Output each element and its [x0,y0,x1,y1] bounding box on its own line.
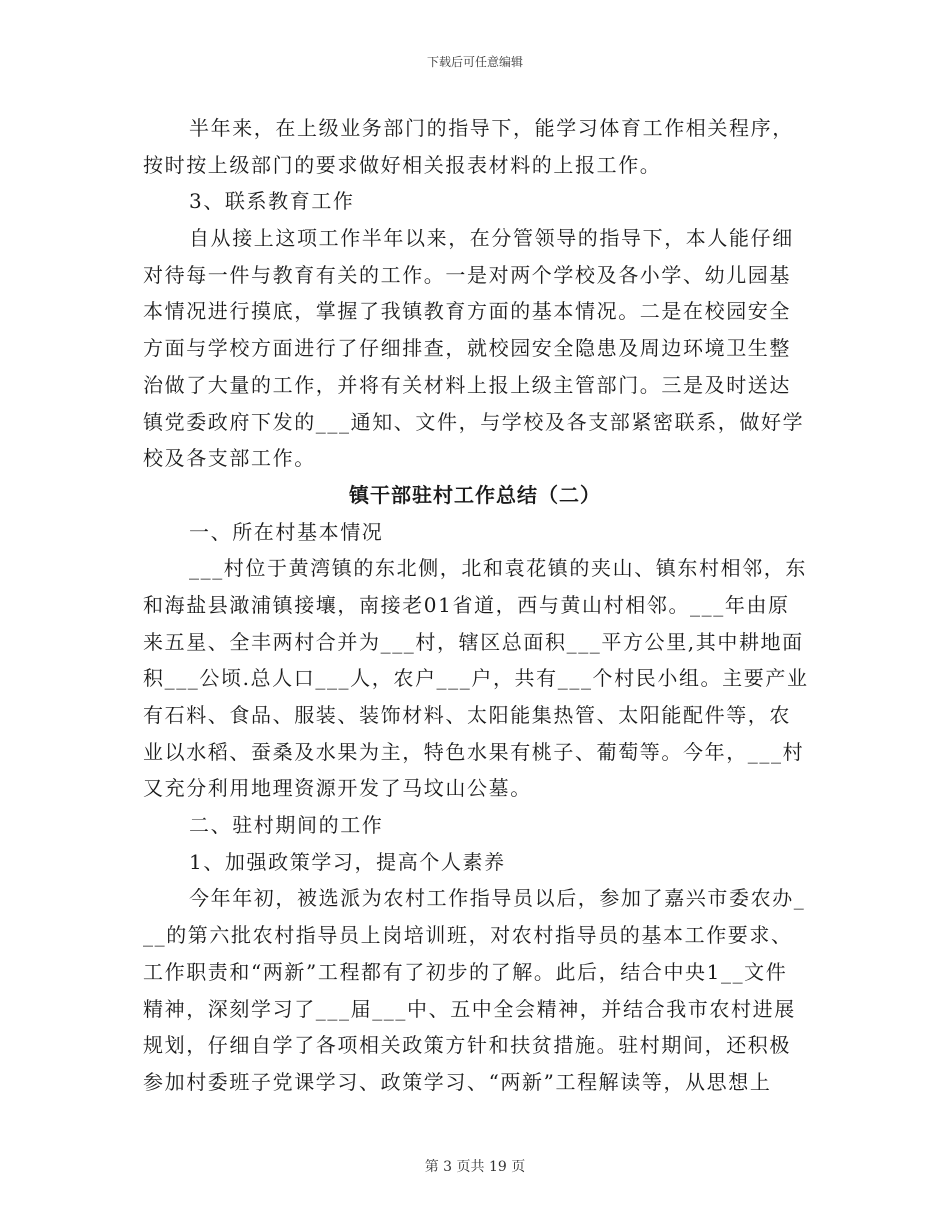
paragraph-line: 今年年初，被选派为农村工作指导员以后，参加了嘉兴市委农办_ [189,886,806,911]
section-heading: 1、加强政策学习，提高个人素养 [189,849,506,874]
page-header-note: 下载后可任意编辑 [426,55,523,69]
paragraph-line: 精神，深刻学习了___届___中、五中全会精神，并结合我市农村进展 [143,996,796,1021]
document-title: 镇干部驻村工作总结（二） [349,482,601,507]
paragraph-line: 来五星、全丰两村合并为___村，辖区总面积___平方公里,其中耕地面 [143,629,804,654]
paragraph-line: ___村位于黄湾镇的东北侧，北和袁花镇的夹山、镇东村相邻，东 [189,556,807,581]
page-number-footer: 第 3 页共 19 页 [424,1159,526,1175]
paragraph-line: 工作职责和“两新”工程都有了初步的了解。此后，结合中央1__文件 [143,959,788,984]
paragraph-line: 治做了大量的工作，并将有关材料上报上级主管部门。三是及时送达 [143,372,791,397]
paragraph-line: 方面与学校方面进行了仔细排查，就校园安全隐患及周边环境卫生整 [143,336,791,361]
paragraph-line: 按时按上级部门的要求做好相关报表材料的上报工作。 [143,152,662,177]
paragraph-line: 对待每一件与教育有关的工作。一是对两个学校及各小学、幼儿园基 [143,262,791,287]
paragraph-line: 本情况进行摸底，掌握了我镇教育方面的基本情况。二是在校园安全 [143,299,791,324]
paragraph-line: 校及各支部工作。 [143,446,316,471]
paragraph-line: 有石料、食品、服装、装饰材料、太阳能集热管、太阳能配件等，农 [143,703,791,727]
paragraph-line: 和海盐县澉浦镇接壤，南接老01省道，西与黄山村相邻。___年由原 [143,592,790,617]
paragraph-line: 业以水稻、蚕桑及水果为主，特色水果有桃子、葡萄等。今年，___村 [143,739,805,764]
paragraph-line: __的第六批农村指导员上岗培训班，对农村指导员的基本工作要求、 [143,923,793,948]
paragraph-line: 积___公顷.总人口___人，农户___户，共有___个村民小组。主要产业 [143,666,809,691]
section-heading: 一、所在村基本情况 [189,519,384,544]
document-body [143,110,807,1101]
paragraph-line: 又充分利用地理资源开发了马坟山公墓。 [143,776,532,801]
section-heading: 3、联系教育工作 [189,189,355,214]
section-heading: 二、驻村期间的工作 [189,813,384,838]
paragraph-line: 自从接上这项工作半年以来，在分管领导的指导下，本人能仔细 [189,226,794,251]
paragraph-line: 半年来，在上级业务部门的指导下，能学习体育工作相关程序， [189,116,794,140]
paragraph-line: 参加村委班子党课学习、政策学习、“两新”工程解读等，从思想上 [143,1069,772,1094]
paragraph-line: 规划，仔细自学了各项相关政策方针和扶贫措施。驻村期间，还积极 [143,1033,791,1058]
paragraph-line: 镇党委政府下发的___通知、文件，与学校及各支部紧密联系，做好学 [143,409,805,434]
